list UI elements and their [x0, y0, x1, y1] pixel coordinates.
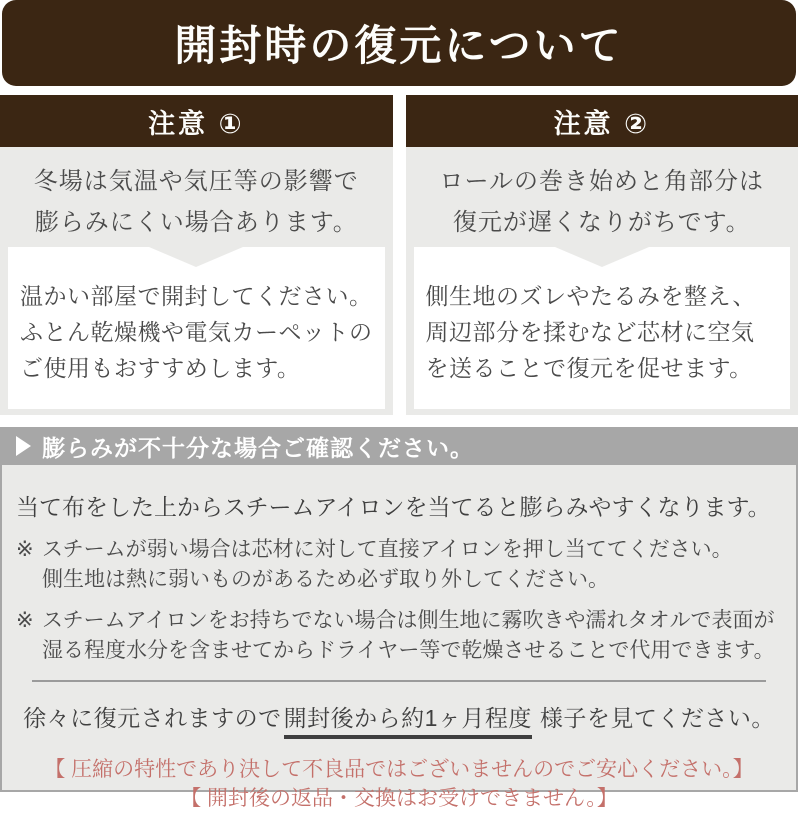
text-segment: 様子を見てください。: [540, 705, 775, 731]
note-item: [16, 535, 782, 595]
note-lines: [42, 535, 733, 595]
text-line: 温かい部屋で開封してください。: [20, 278, 373, 314]
caution-2-header: 注意 ②: [406, 95, 798, 147]
caution-2-panel: [406, 95, 798, 415]
text-line: ふとん乾燥機や電気カーペットの: [20, 314, 373, 350]
text-line: 側生地は熱に弱いものがあるため必ず取り外してください。: [42, 565, 733, 595]
note-item: [16, 606, 782, 666]
text-line: スチームが弱い場合は芯材に対して直接アイロンを押し当ててください。: [42, 535, 733, 565]
restoration-period-note: [16, 700, 782, 739]
down-arrow-notch-icon: [149, 247, 243, 267]
warning-notes: [16, 755, 782, 813]
text-line: ロールの巻き始めと角部分は: [414, 161, 791, 202]
caution-1-problem: [8, 147, 385, 247]
right-triangle-icon: [16, 436, 31, 456]
caution-2-body: [406, 147, 798, 415]
caution-1-body: [0, 147, 393, 415]
page-title: 開封時の復元について: [2, 0, 796, 86]
text-line: ご使用もおすすめします。: [20, 350, 373, 386]
down-arrow-notch-icon: [555, 247, 649, 267]
caution-1-solution: [8, 247, 385, 409]
text-line: を送ることで復元を促せます。: [426, 350, 779, 386]
confirm-section-title: 膨らみが不十分な場合ご確認ください。: [42, 430, 474, 463]
note-marker: ※: [16, 535, 42, 595]
text-line: 湿る程度水分を含ませてからドライヤー等で乾燥させることで代用できます。: [42, 636, 775, 666]
confirm-section-body: [0, 465, 798, 792]
text-line: 冬場は気温や気圧等の影響で: [8, 161, 385, 202]
confirm-section-header: [0, 427, 798, 465]
note-marker: ※: [16, 606, 42, 666]
text-line: スチームアイロンをお持ちでない場合は側生地に霧吹きや濡れタオルで表面が: [42, 606, 775, 636]
note-lines: [42, 606, 775, 666]
caution-1-header: 注意 ①: [0, 95, 393, 147]
caution-2-solution: [414, 247, 791, 409]
caution-1-panel: [0, 95, 393, 415]
caution-2-problem: [414, 147, 791, 247]
text-line: 周辺部分を揉むなど芯材に空気: [426, 314, 779, 350]
caution-columns: [0, 95, 798, 415]
text-line: 膨らみにくい場合あります。: [8, 202, 385, 243]
text-line: 側生地のズレやたるみを整え、: [426, 278, 779, 314]
divider: [32, 680, 766, 682]
confirm-lead-text: 当て布をした上からスチームアイロンを当てると膨らみやすくなります。: [16, 489, 782, 522]
warning-line: 【 圧縮の特性であり決して不良品ではございませんのでご安心ください。】: [16, 755, 782, 784]
underlined-period-text: 開封後から約1ヶ月程度: [284, 700, 532, 739]
warning-line: 【 開封後の返品・交換はお受けできません。】: [16, 784, 782, 813]
text-line: 復元が遅くなりがちです。: [414, 202, 791, 243]
text-segment: 徐々に復元されますので: [23, 705, 282, 731]
